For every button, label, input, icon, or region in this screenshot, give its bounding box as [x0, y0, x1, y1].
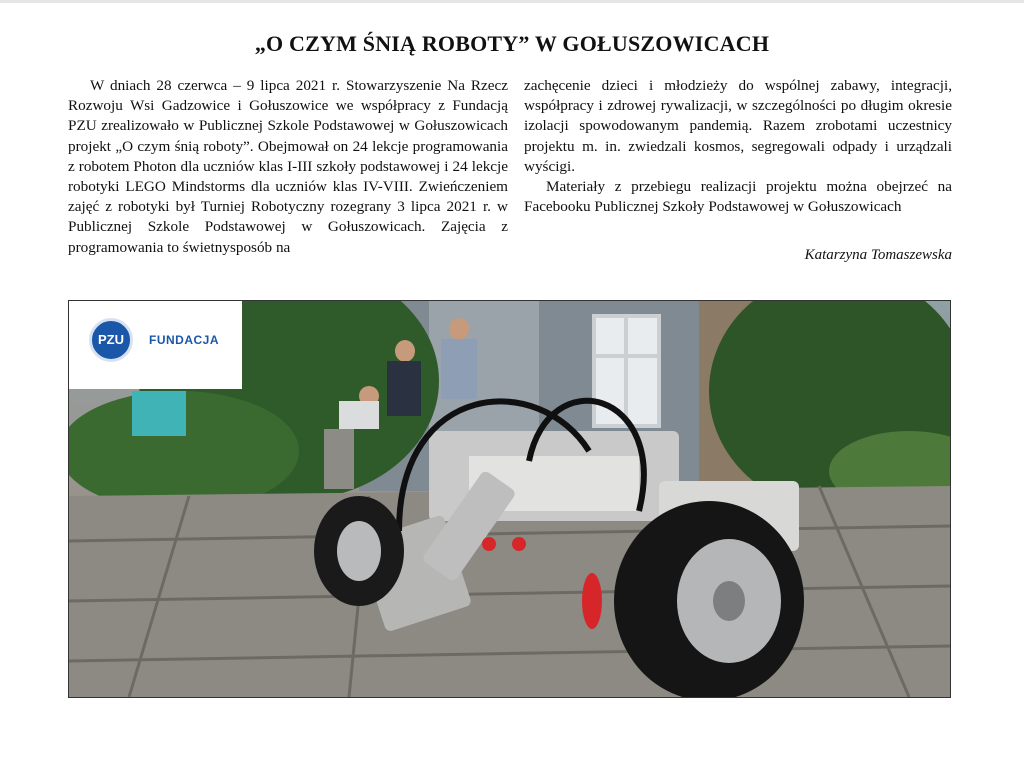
pzu-logo-box — [69, 301, 242, 389]
left-column — [68, 76, 508, 258]
pzu-logo-icon: PZU — [89, 318, 133, 362]
right-paragraph-2: Materiały z przebiegu realizacji projektu można obejrzeć na Facebooku Publicznej Szkoły Podstawowej w Gołuszowicach — [524, 178, 952, 216]
author-signature: Katarzyna Tomaszewska — [804, 247, 952, 263]
left-paragraph: W dniach 28 czerwca – 9 lipca 2021 r. Stowarzyszenie Na Rzecz Rozwoju Wsi Gadzowice i Gołuszowice we współpracy z Fundacją PZU zrealizowało w Publicznej Szkole Podstawowej w Gołuszowicach projekt „O czym śnią roboty”. Obejmował on 24 lekcje programowania z robotem Photon dla uczniów klas I-III szkoły podstawowej i 24 lekcje robotyki LEGO Mindstorms dla uczniów klas IV-VIII. Zwieńczeniem zajęć z robotyki był Turniej Robotyczny rozegrany 3 lipca 2021 r. w Publicznej Szkole Podstawowej w Gołuszowicach. Zajęcia z programowania to świetnysposób na — [68, 77, 508, 256]
article-title: „O CZYM ŚNIĄ ROBOTY” W GOŁUSZOWICACH — [254, 31, 770, 56]
right-paragraph-1: zachęcenie dzieci i młodzieży do wspólnej zabawy, integracji, współpracy i zdrowej rywalizacji, w szczególności po długim okresie izolacji spowodowanym pandemią. Razem zrobotami uczestnicy projektu m. in. zwiedzali kosmos, segregowali odpady i urządzali wyścigi. — [524, 77, 952, 175]
top-rule — [0, 0, 1024, 3]
right-column — [524, 76, 952, 217]
robot-photo — [68, 300, 951, 698]
pzu-logo-text: FUNDACJA — [149, 333, 219, 347]
